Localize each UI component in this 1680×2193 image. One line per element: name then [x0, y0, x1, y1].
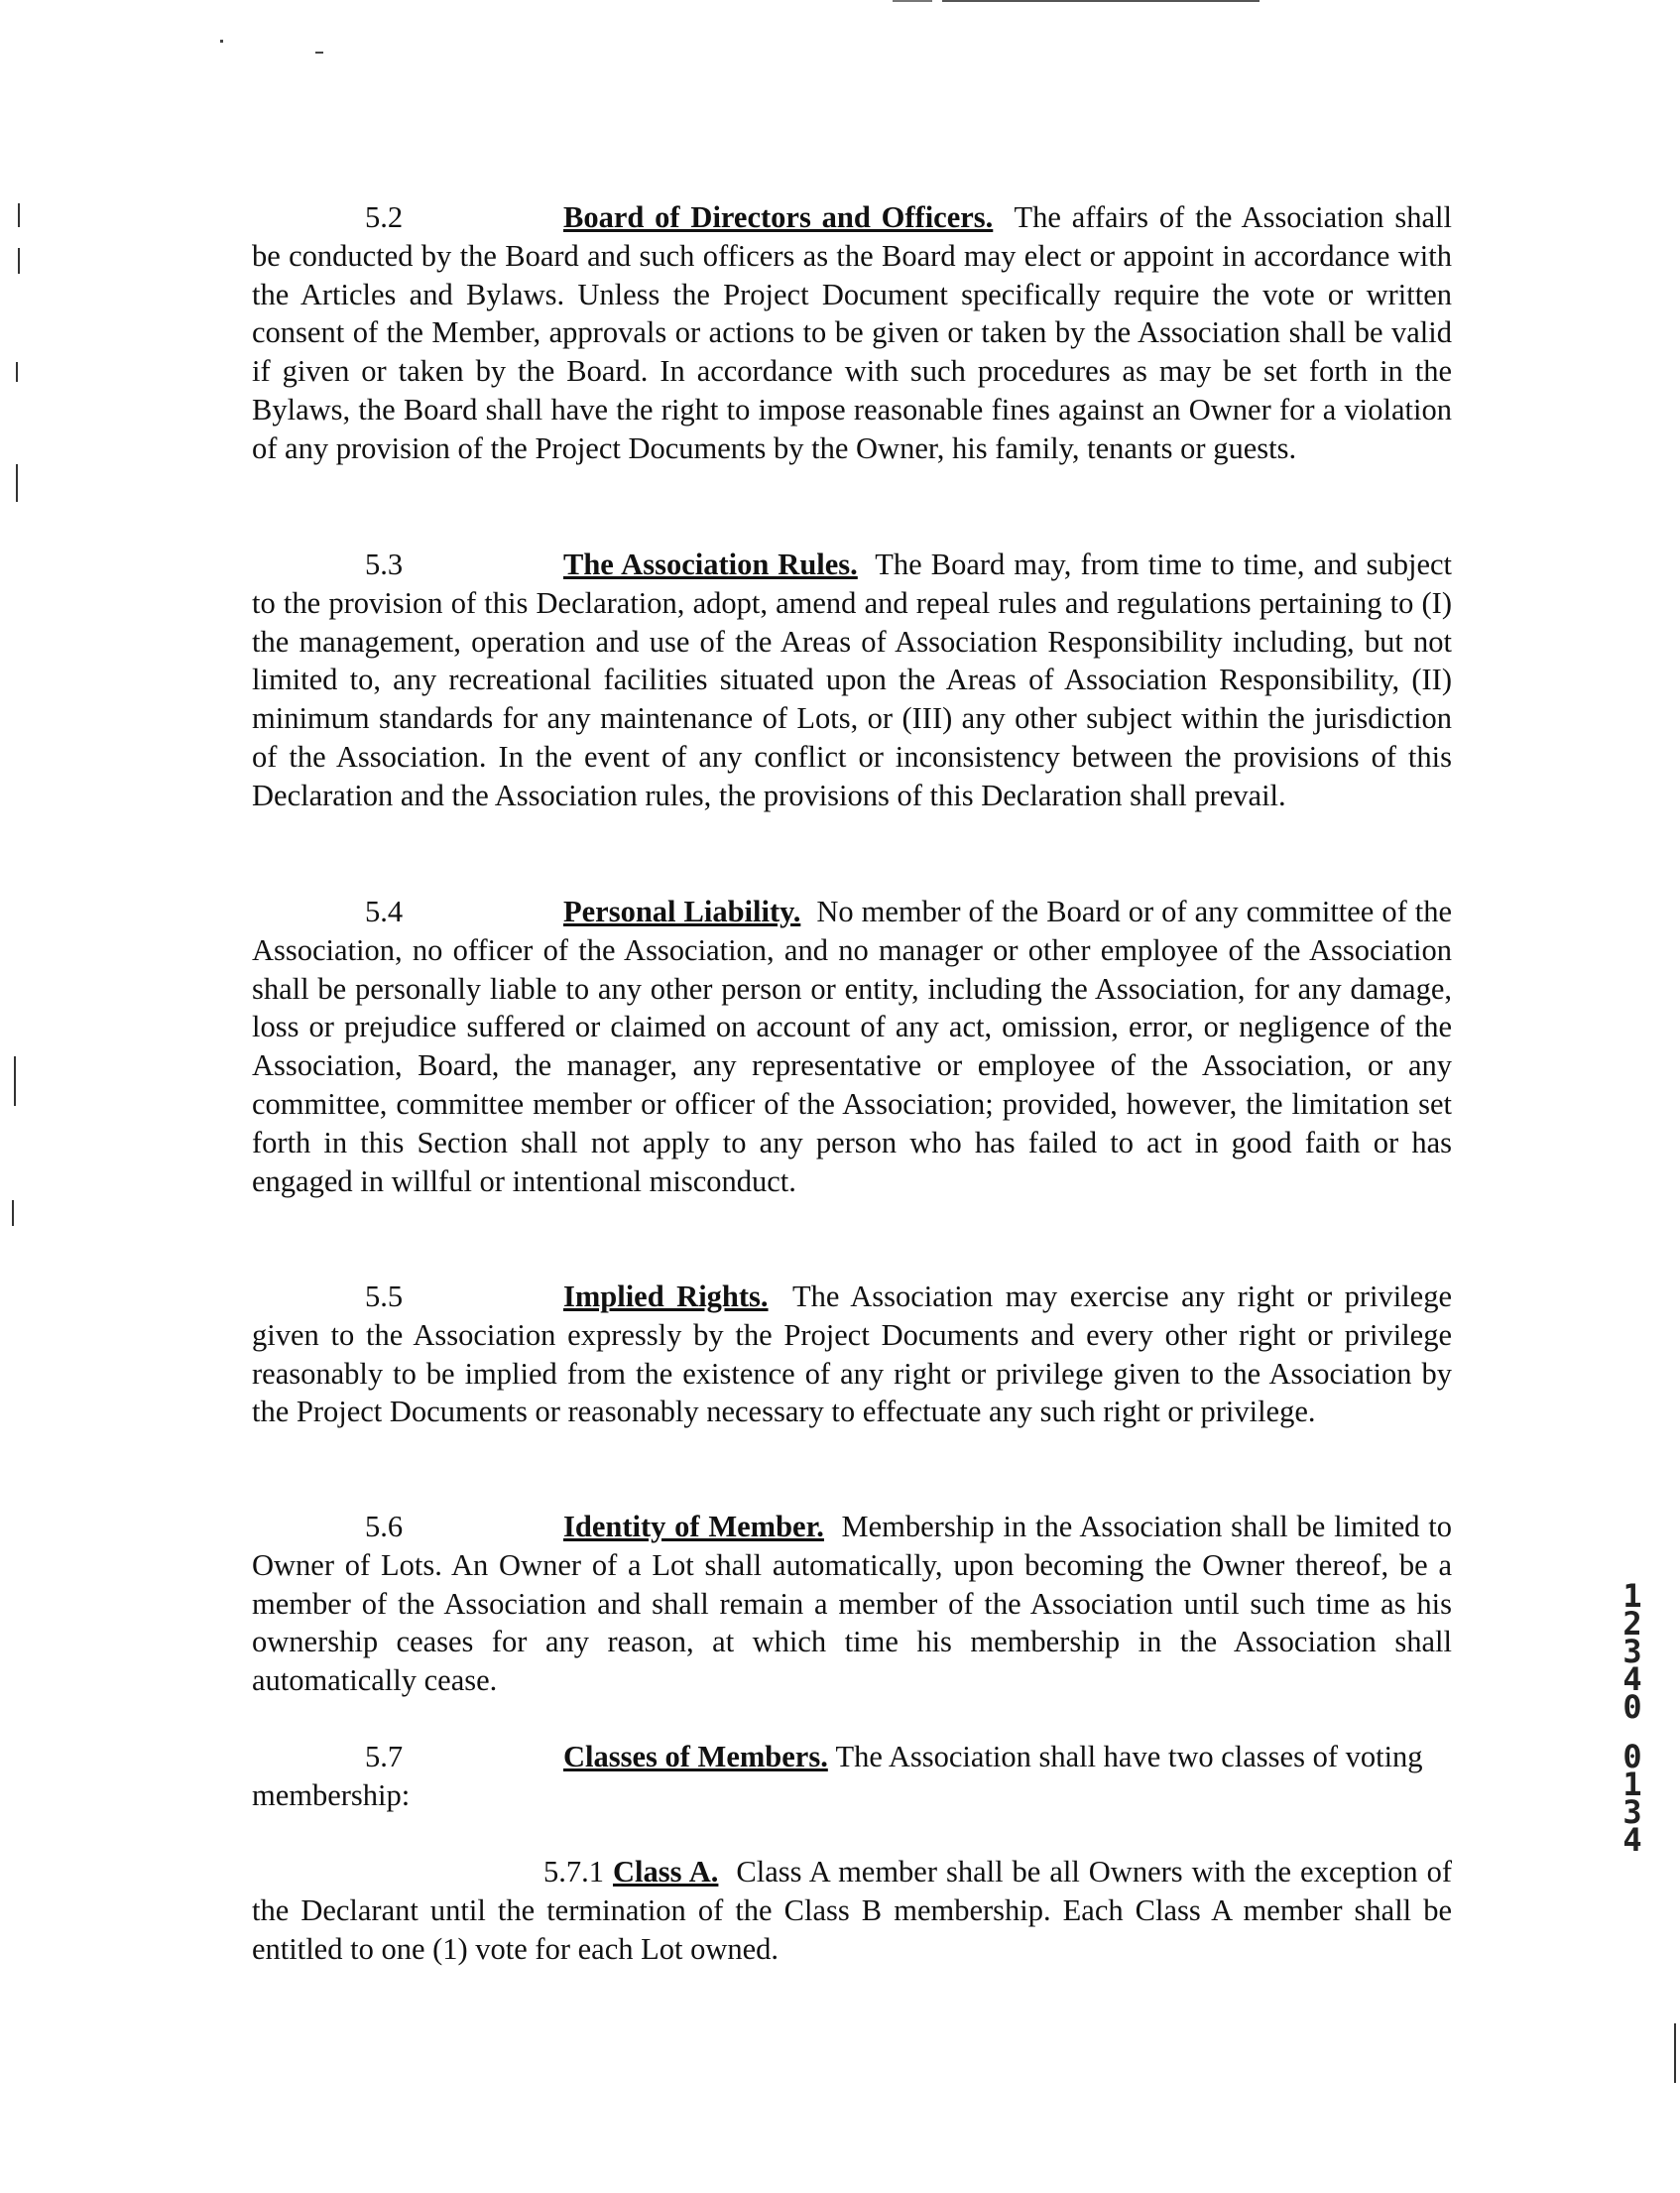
section-number: 5.7: [365, 1740, 404, 1773]
section-heading: Classes of Members.: [563, 1740, 828, 1773]
section-number: 5.6: [365, 1510, 404, 1543]
stamp-digit: 1: [1622, 1577, 1642, 1615]
stamp-digit: 2: [1622, 1605, 1642, 1643]
scan-speck: [220, 40, 223, 43]
section-5-7-1: [252, 1853, 1452, 1968]
section-heading: Implied Rights.: [563, 1279, 769, 1313]
section-5-3: [252, 546, 1452, 815]
scan-top-rule-fragment: [893, 0, 932, 2]
section-number: 5.3: [365, 548, 404, 581]
section-5-6: [252, 1508, 1452, 1700]
stamp-digit: 4: [1622, 1821, 1642, 1859]
stamp-digit: 0: [1622, 1738, 1642, 1775]
section-body: The Association shall have two classes of voting membership:: [252, 1740, 1423, 1812]
section-number: 5.4: [365, 895, 404, 928]
section-body: The Association may exercise any right or privilege given to the Association expressly by the Project Documents and every other right or privilege reasonably to be implied from the existence of any right or privilege given to the Association by the Project Documents or reasonably necessary to effectuate any such right or privilege.: [252, 1279, 1453, 1429]
scan-margin-mark: [1674, 2023, 1676, 2083]
section-heading: Board of Directors and Officers.: [563, 200, 994, 234]
section-heading: The Association Rules.: [563, 548, 858, 581]
scan-top-rule: [942, 0, 1260, 2]
section-number: 5.5: [365, 1279, 404, 1313]
section-5-5: [252, 1278, 1452, 1431]
scan-margin-mark: [12, 1200, 14, 1226]
section-5-7: [252, 1738, 1452, 1815]
section-body: Membership in the Association shall be limited to Owner of Lots. An Owner of a Lot shall automatically, upon becoming the Owner thereof, be a member of the Association and shall remain a member of the Association until such time as his ownership ceases for any reason, at which time his membership in the Association shall automatically cease.: [252, 1510, 1452, 1698]
section-number: 5.7.1: [543, 1855, 604, 1888]
scan-margin-mark: [14, 1056, 16, 1106]
stamp-digit: 3: [1622, 1633, 1642, 1670]
scan-margin-mark: [18, 203, 20, 227]
scan-speck: [315, 52, 323, 54]
section-heading: Personal Liability.: [563, 895, 801, 928]
section-heading: Identity of Member.: [563, 1510, 824, 1543]
scan-margin-mark: [16, 362, 18, 382]
scan-margin-mark: [18, 248, 20, 274]
stamp-digit: 4: [1622, 1660, 1642, 1698]
section-body: No member of the Board or of any committee of the Association, no officer of the Association, and no manager or other employee of the Association shall be personally liable to any other person or entity, including the Association, for any damage, loss or prejudice suffered or claimed on account of any act, omission, error, or negligence of the Association, Board, the manager, any representative or employee of the Association, or any committee, committee member or officer of the Association; provided, however, the limitation set forth in this Section shall not apply to any person who has failed to act in good faith or has engaged in willful or intentional misconduct.: [252, 895, 1453, 1198]
scan-margin-mark: [16, 464, 18, 502]
section-body: The Board may, from time to time, and subject to the provision of this Declaration, adopt, amend and repeal rules and regulations pertaining to (I) the management, operation and use of the Areas of Association Responsibility including, but not limited to, any recreational facilities situated upon the Areas of Association Responsibility, (II) minimum standards for any maintenance of Lots, or (III) any other subject within the jurisdiction of the Association. In the event of any conflict or inconsistency between the provisions of this Declaration and the Association rules, the provisions of this Declaration shall prevail.: [252, 548, 1452, 812]
section-5-4: [252, 893, 1452, 1200]
section-body: The affairs of the Association shall be conducted by the Board and such officers as the Board may elect or appoint in accordance with the Articles and Bylaws. Unless the Project Document specifically require the vote or written consent of the Member, approvals or actions to be given or taken by the Association shall be valid if given or taken by the Board. In accordance with such procedures as may be set forth in the Bylaws, the Board shall have the right to impose reasonable fines against an Owner for a violation of any provision of the Project Documents by the Owner, his family, tenants or guests.: [252, 200, 1453, 465]
section-5-2: [252, 198, 1452, 468]
section-heading: Class A.: [612, 1855, 719, 1888]
section-number: 5.2: [365, 200, 404, 234]
section-body: Class A member shall be all Owners with the exception of the Declarant until the termination of the Class B membership. Each Class A member shall be entitled to one (1) vote for each Lot owned.: [252, 1855, 1452, 1966]
stamp-digit: 3: [1622, 1793, 1642, 1831]
stamp-digit: 0: [1622, 1688, 1642, 1726]
stamp-digit: 1: [1622, 1766, 1642, 1803]
recording-number-stamp: [1615, 1577, 1650, 1859]
